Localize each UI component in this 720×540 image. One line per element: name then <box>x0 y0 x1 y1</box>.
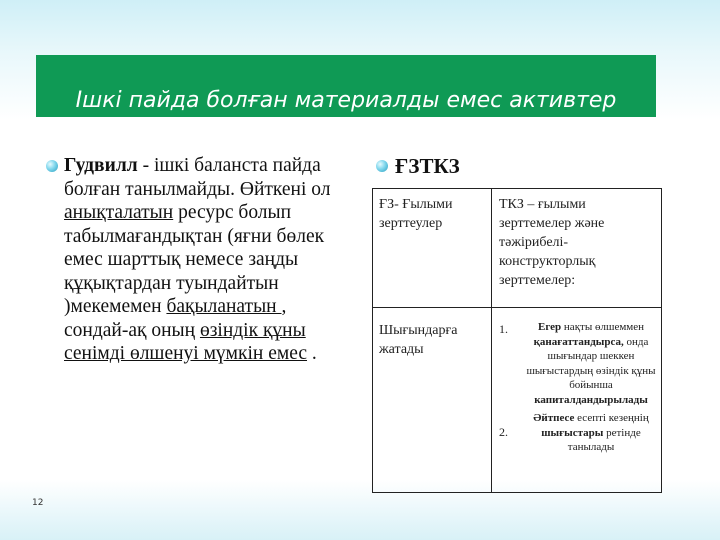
right-heading: ҒЗТКЗ <box>395 154 460 178</box>
goodwill-term: Гудвилл <box>64 155 138 176</box>
text-segment: есепті кезеңнің <box>574 412 649 424</box>
bullet-icon <box>376 160 388 172</box>
table-divider-horizontal <box>373 307 661 308</box>
costs-list <box>523 320 659 455</box>
page-number: 12 <box>32 498 44 508</box>
bold-text: шығыстары <box>541 426 604 439</box>
bold-text: капиталдандырылады <box>534 393 648 406</box>
text-segment: ресурс болып табылмағандықтан (яғни бөлек емес шарттық немесе заңды құқықтардан туындайтын )мекемемен <box>64 202 325 317</box>
list-number-2: 2. <box>499 425 508 439</box>
underlined-text: бақыланатын <box>166 296 282 317</box>
text-segment: . <box>307 343 317 364</box>
list-number-1: 1. <box>499 322 508 336</box>
bullet-icon <box>46 160 58 172</box>
title-bar <box>36 55 656 117</box>
underlined-text: анықталатын <box>64 202 174 223</box>
text-segment: - ішкі баланста пайда болған танылмайды. Өйткені ол <box>64 155 331 200</box>
list-item-1 <box>523 320 659 407</box>
cell-development: ТКЗ – ғылыми зерттемелер және тәжірибелі-конструкторлық зерттемелер: <box>499 197 605 288</box>
text-segment: , сондай-ақ оның <box>64 296 287 341</box>
text-segment: онда шығындар шеккен шығыстардың өзіндік құны бойынша <box>526 335 656 391</box>
list-item-2 <box>523 411 659 455</box>
goodwill-paragraph <box>64 154 354 366</box>
bold-text: Әйтпесе <box>533 412 575 424</box>
bold-text: Егер <box>537 321 562 333</box>
bold-text: қанағаттандырса, <box>533 335 624 348</box>
rd-table <box>372 188 662 493</box>
cell-costs-label: Шығындарға жатады <box>379 323 458 357</box>
text-segment: ретінде танылады <box>567 426 641 453</box>
cell-research: ҒЗ- Ғылыми зерттеулер <box>379 197 453 231</box>
slide-title: Ішкі пайда болған материалды емес активтер <box>75 88 617 113</box>
table-divider-vertical <box>491 189 492 492</box>
text-segment: нақты өлшеммен <box>561 321 645 333</box>
underlined-text: өзіндік құны сенімді өлшенуі мүмкін емес <box>64 319 308 364</box>
